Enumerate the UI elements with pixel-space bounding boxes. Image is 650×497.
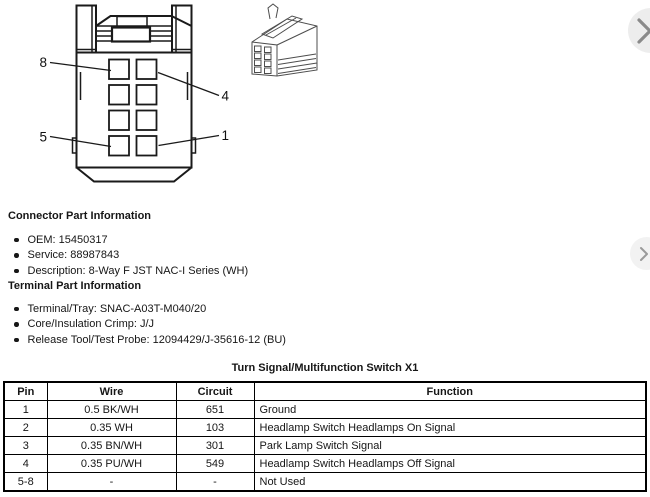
cell-circuit: - [176, 473, 254, 492]
section-title-terminal-part-information: Terminal Part Information [8, 280, 142, 292]
cell-circuit: 103 [176, 419, 254, 437]
terminal-info-list [14, 301, 286, 348]
cell-pin: 5-8 [4, 473, 47, 492]
cell-circuit: 651 [176, 401, 254, 419]
list-item-text: Core/Insulation Crimp: J/J [27, 318, 155, 331]
cell-wire: 0.35 WH [47, 419, 176, 437]
cell-function: Not Used [254, 473, 646, 492]
list-item-text: Description: 8-Way F JST NAC-I Series (WH) [27, 264, 249, 277]
list-item [14, 301, 286, 317]
pin-label-top-left: 8 [39, 55, 47, 70]
chevron-right-icon [637, 18, 650, 44]
bullet-icon [14, 269, 19, 274]
cell-circuit: 549 [176, 455, 254, 473]
chevron-right-icon [639, 246, 649, 262]
cell-pin: 4 [4, 455, 47, 473]
cell-pin: 2 [4, 419, 47, 437]
list-item [14, 232, 248, 248]
cell-function: Ground [254, 401, 646, 419]
pin-cavity [109, 60, 129, 80]
table-row [4, 473, 646, 492]
pin-cavity [109, 111, 129, 131]
table-title: Turn Signal/Multifunction Switch X1 [231, 362, 419, 374]
section-title-connector-part-information: Connector Part Information [8, 210, 152, 222]
table-row [4, 419, 646, 437]
pin-cavity [137, 111, 157, 131]
cell-function: Headlamp Switch Headlamps On Signal [254, 419, 646, 437]
list-item [14, 317, 286, 333]
connector-front-view [50, 6, 219, 182]
next-page-button-middle[interactable] [630, 237, 650, 270]
cell-function: Headlamp Switch Headlamps Off Signal [254, 455, 646, 473]
list-item-text: Terminal/Tray: SNAC-A03T-M040/20 [27, 302, 207, 315]
column-header-pin: Pin [4, 382, 47, 401]
cell-circuit: 301 [176, 437, 254, 455]
connector-diagram [0, 0, 650, 200]
column-header-circuit: Circuit [176, 382, 254, 401]
list-item [14, 248, 248, 264]
3d-pin-cavities [255, 46, 272, 74]
connector-3d-view [252, 4, 317, 76]
pin-label-top-right: 4 [221, 88, 230, 104]
bullet-icon [14, 253, 19, 258]
list-item-text: Release Tool/Test Probe: 12094429/J-35616-12 (BU) [27, 333, 286, 346]
bullet-icon [14, 338, 19, 343]
table-row [4, 401, 646, 419]
column-header-wire: Wire [47, 382, 176, 401]
pin-cavity [137, 60, 157, 80]
list-item [14, 263, 248, 279]
pin-label-bottom-right: 1 [221, 128, 230, 143]
cell-pin: 3 [4, 437, 47, 455]
bullet-icon [14, 322, 19, 327]
column-header-function: Function [254, 382, 646, 401]
list-item-text: OEM: 15450317 [27, 233, 108, 246]
leader-lines [50, 63, 219, 147]
cell-wire: - [47, 473, 176, 492]
table-header-row [4, 382, 646, 401]
pin-label-bottom-left: 5 [39, 129, 47, 145]
pin-cavities [109, 60, 157, 156]
connector-info-list [14, 232, 248, 279]
pinout-table [3, 381, 647, 492]
cell-wire: 0.5 BK/WH [47, 401, 176, 419]
pin-cavity [109, 85, 129, 105]
list-item-text: Service: 88987843 [27, 249, 120, 262]
pin-cavity [137, 85, 157, 105]
bullet-icon [14, 307, 19, 312]
cell-wire: 0.35 BN/WH [47, 437, 176, 455]
cell-function: Park Lamp Switch Signal [254, 437, 646, 455]
cell-wire: 0.35 PU/WH [47, 455, 176, 473]
table-row [4, 437, 646, 455]
cell-pin: 1 [4, 401, 47, 419]
pin-cavity [137, 136, 157, 156]
table-row [4, 455, 646, 473]
pin-cavity [109, 136, 129, 156]
bullet-icon [14, 238, 19, 243]
list-item [14, 332, 286, 348]
